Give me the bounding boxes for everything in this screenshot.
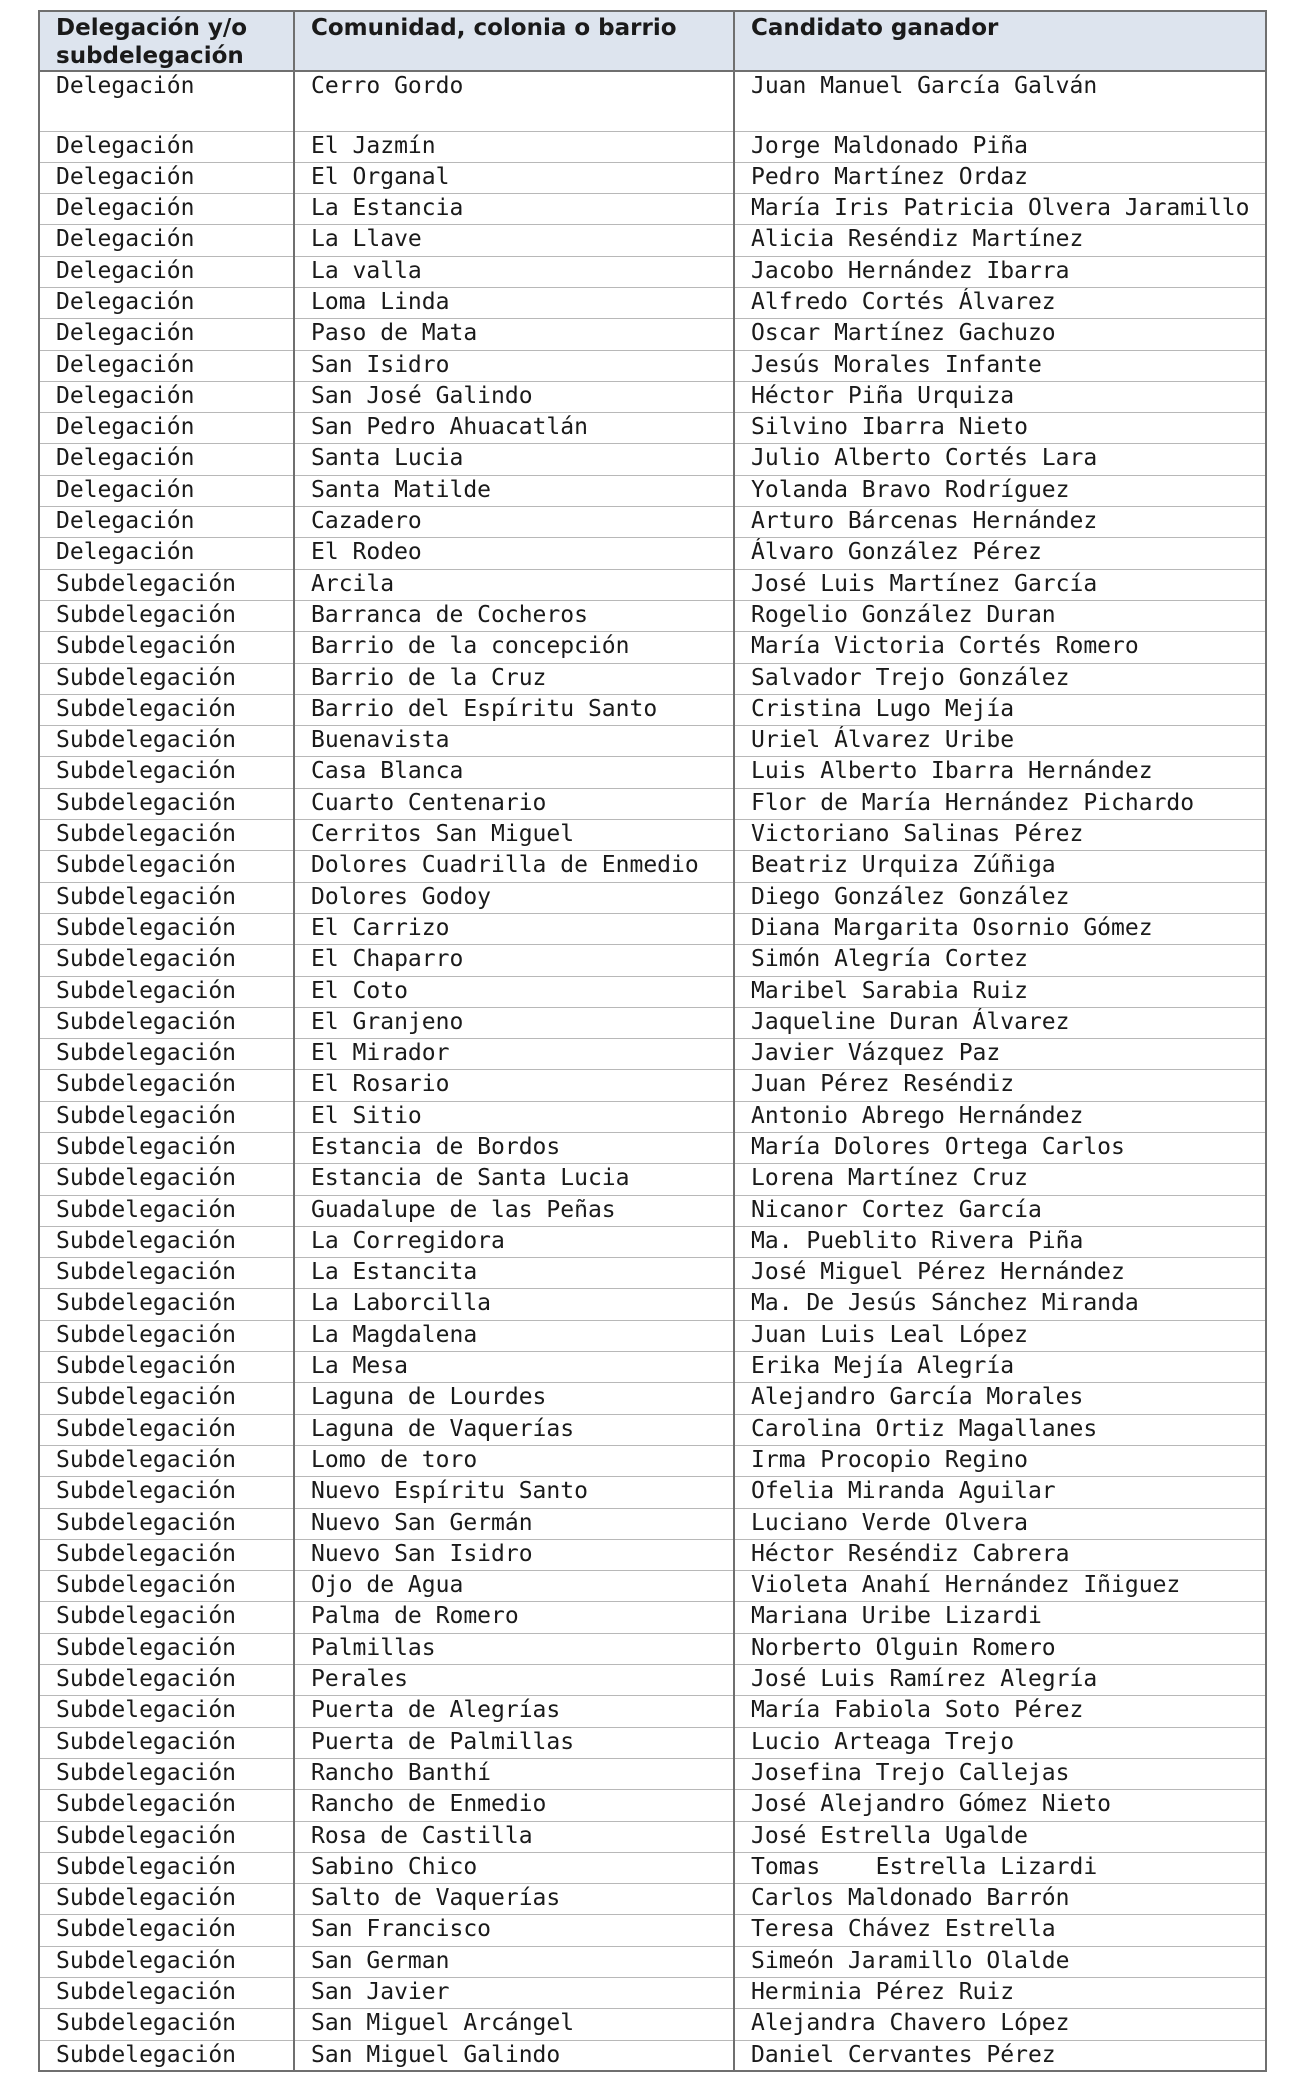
cell-delegacion: Delegación <box>39 381 294 412</box>
cell-comunidad: Rancho Banthí <box>294 1758 734 1789</box>
cell-candidato: María Iris Patricia Olvera Jaramillo <box>734 194 1266 225</box>
table-row <box>39 882 1266 913</box>
cell-delegacion: Subdelegación <box>39 1414 294 1445</box>
cell-candidato: Lucio Arteaga Trejo <box>734 1727 1266 1758</box>
cell-comunidad: El Granjeno <box>294 1007 734 1038</box>
cell-candidato: Mariana Uribe Lizardi <box>734 1602 1266 1633</box>
cell-candidato: Ma. De Jesús Sánchez Miranda <box>734 1289 1266 1320</box>
cell-delegacion: Subdelegación <box>39 1696 294 1727</box>
cell-comunidad: Lomo de toro <box>294 1445 734 1476</box>
cell-comunidad: Loma Linda <box>294 287 734 318</box>
cell-comunidad: El Rodeo <box>294 538 734 569</box>
cell-candidato: Erika Mejía Alegría <box>734 1352 1266 1383</box>
table-row <box>39 381 1266 412</box>
cell-candidato: Irma Procopio Regino <box>734 1445 1266 1476</box>
table-row <box>39 1915 1266 1946</box>
table-row <box>39 1133 1266 1164</box>
cell-candidato: Alicia Reséndiz Martínez <box>734 225 1266 256</box>
cell-candidato: Simeón Jaramillo Olalde <box>734 1946 1266 1977</box>
cell-delegacion: Subdelegación <box>39 1633 294 1664</box>
cell-delegacion: Delegación <box>39 413 294 444</box>
cell-comunidad: Rosa de Castilla <box>294 1821 734 1852</box>
cell-delegacion: Subdelegación <box>39 1884 294 1915</box>
cell-candidato: Arturo Bárcenas Hernández <box>734 507 1266 538</box>
table-row <box>39 1602 1266 1633</box>
cell-candidato: Álvaro González Pérez <box>734 538 1266 569</box>
cell-comunidad: La Magdalena <box>294 1320 734 1351</box>
table-row <box>39 1039 1266 1070</box>
cell-comunidad: San Francisco <box>294 1915 734 1946</box>
cell-candidato: Juan Pérez Reséndiz <box>734 1070 1266 1101</box>
cell-candidato: Cristina Lugo Mejía <box>734 694 1266 725</box>
cell-comunidad: Dolores Cuadrilla de Enmedio <box>294 851 734 882</box>
cell-comunidad: Sabino Chico <box>294 1852 734 1883</box>
cell-candidato: Antonio Abrego Hernández <box>734 1101 1266 1132</box>
cell-comunidad: La Corregidora <box>294 1226 734 1257</box>
cell-candidato: Diego González González <box>734 882 1266 913</box>
cell-delegacion: Subdelegación <box>39 2040 294 2071</box>
table-row <box>39 1727 1266 1758</box>
table-row <box>39 131 1266 162</box>
cell-comunidad: Rancho de Enmedio <box>294 1790 734 1821</box>
cell-comunidad: Paso de Mata <box>294 319 734 350</box>
cell-candidato: Jorge Maldonado Piña <box>734 131 1266 162</box>
table-row <box>39 1007 1266 1038</box>
cell-comunidad: Casa Blanca <box>294 757 734 788</box>
cell-candidato: Luis Alberto Ibarra Hernández <box>734 757 1266 788</box>
table-row <box>39 1978 1266 2009</box>
cell-delegacion: Delegación <box>39 287 294 318</box>
cell-comunidad: La Mesa <box>294 1352 734 1383</box>
cell-delegacion: Subdelegación <box>39 1602 294 1633</box>
cell-delegacion: Subdelegación <box>39 851 294 882</box>
table-row <box>39 475 1266 506</box>
cell-delegacion: Subdelegación <box>39 1007 294 1038</box>
cell-comunidad: Nuevo San Isidro <box>294 1539 734 1570</box>
table-row <box>39 757 1266 788</box>
cell-delegacion: Delegación <box>39 475 294 506</box>
cell-comunidad: Barranca de Cocheros <box>294 600 734 631</box>
cell-delegacion: Subdelegación <box>39 1758 294 1789</box>
table-row <box>39 194 1266 225</box>
cell-delegacion: Subdelegación <box>39 1445 294 1476</box>
cell-comunidad: Palma de Romero <box>294 1602 734 1633</box>
cell-comunidad: Nuevo Espíritu Santo <box>294 1477 734 1508</box>
header-delegacion: Delegación y/o subdelegación <box>39 11 294 71</box>
cell-candidato: Rogelio González Duran <box>734 600 1266 631</box>
cell-comunidad: Laguna de Lourdes <box>294 1383 734 1414</box>
cell-comunidad: Guadalupe de las Peñas <box>294 1195 734 1226</box>
cell-candidato: Héctor Reséndiz Cabrera <box>734 1539 1266 1570</box>
cell-delegacion: Subdelegación <box>39 1195 294 1226</box>
cell-comunidad: Santa Matilde <box>294 475 734 506</box>
table-row <box>39 945 1266 976</box>
table-row <box>39 1101 1266 1132</box>
cell-comunidad: La Estancia <box>294 194 734 225</box>
cell-comunidad: Puerta de Alegrías <box>294 1696 734 1727</box>
cell-delegacion: Subdelegación <box>39 1289 294 1320</box>
cell-candidato: José Luis Martínez García <box>734 569 1266 600</box>
cell-candidato: Alfredo Cortés Álvarez <box>734 287 1266 318</box>
table-row <box>39 1258 1266 1289</box>
cell-candidato: Norberto Olguin Romero <box>734 1633 1266 1664</box>
cell-delegacion: Subdelegación <box>39 600 294 631</box>
cell-comunidad: Salto de Vaquerías <box>294 1884 734 1915</box>
cell-candidato: José Luis Ramírez Alegría <box>734 1665 1266 1696</box>
cell-candidato: Pedro Martínez Ordaz <box>734 162 1266 193</box>
cell-delegacion: Subdelegación <box>39 976 294 1007</box>
cell-comunidad: Estancia de Santa Lucia <box>294 1164 734 1195</box>
table-row <box>39 1226 1266 1257</box>
cell-delegacion: Delegación <box>39 444 294 475</box>
table-row <box>39 256 1266 287</box>
cell-delegacion: Subdelegación <box>39 1508 294 1539</box>
cell-candidato: Alejandra Chavero López <box>734 2009 1266 2040</box>
table-row <box>39 820 1266 851</box>
table-row <box>39 1477 1266 1508</box>
table-row <box>39 2009 1266 2040</box>
table-row <box>39 726 1266 757</box>
table-row <box>39 1790 1266 1821</box>
cell-delegacion: Delegación <box>39 225 294 256</box>
cell-candidato: Jaqueline Duran Álvarez <box>734 1007 1266 1038</box>
cell-delegacion: Subdelegación <box>39 1383 294 1414</box>
cell-candidato: Teresa Chávez Estrella <box>734 1915 1266 1946</box>
cell-candidato: Maribel Sarabia Ruiz <box>734 976 1266 1007</box>
cell-candidato: Carolina Ortiz Magallanes <box>734 1414 1266 1445</box>
cell-comunidad: Dolores Godoy <box>294 882 734 913</box>
table-row <box>39 788 1266 819</box>
cell-delegacion: Subdelegación <box>39 569 294 600</box>
cell-delegacion: Subdelegación <box>39 1226 294 1257</box>
cell-delegacion: Delegación <box>39 162 294 193</box>
cell-comunidad: Cerro Gordo <box>294 71 734 131</box>
table-row <box>39 444 1266 475</box>
cell-delegacion: Subdelegación <box>39 1101 294 1132</box>
cell-candidato: Ofelia Miranda Aguilar <box>734 1477 1266 1508</box>
cell-candidato: Juan Manuel García Galván <box>734 71 1266 131</box>
table-row <box>39 319 1266 350</box>
cell-candidato: Uriel Álvarez Uribe <box>734 726 1266 757</box>
cell-delegacion: Subdelegación <box>39 1727 294 1758</box>
cell-comunidad: El Carrizo <box>294 913 734 944</box>
cell-comunidad: San Pedro Ahuacatlán <box>294 413 734 444</box>
cell-candidato: Flor de María Hernández Pichardo <box>734 788 1266 819</box>
table-row <box>39 976 1266 1007</box>
table-body <box>39 71 1266 2071</box>
table-row <box>39 1696 1266 1727</box>
cell-comunidad: Barrio del Espíritu Santo <box>294 694 734 725</box>
cell-candidato: José Alejandro Gómez Nieto <box>734 1790 1266 1821</box>
table-row <box>39 1445 1266 1476</box>
cell-candidato: Luciano Verde Olvera <box>734 1508 1266 1539</box>
cell-candidato: Josefina Trejo Callejas <box>734 1758 1266 1789</box>
cell-delegacion: Delegación <box>39 507 294 538</box>
cell-comunidad: Perales <box>294 1665 734 1696</box>
table-row <box>39 1414 1266 1445</box>
table-row <box>39 1571 1266 1602</box>
cell-candidato: María Fabiola Soto Pérez <box>734 1696 1266 1727</box>
table-row <box>39 1070 1266 1101</box>
cell-comunidad: Buenavista <box>294 726 734 757</box>
cell-candidato: Juan Luis Leal López <box>734 1320 1266 1351</box>
table-row <box>39 1383 1266 1414</box>
cell-candidato: María Dolores Ortega Carlos <box>734 1133 1266 1164</box>
table-row <box>39 1352 1266 1383</box>
table-row <box>39 1946 1266 1977</box>
cell-candidato: Jesús Morales Infante <box>734 350 1266 381</box>
cell-delegacion: Subdelegación <box>39 1665 294 1696</box>
cell-comunidad: El Mirador <box>294 1039 734 1070</box>
cell-comunidad: Cerritos San Miguel <box>294 820 734 851</box>
cell-candidato: Silvino Ibarra Nieto <box>734 413 1266 444</box>
cell-delegacion: Delegación <box>39 350 294 381</box>
cell-delegacion: Subdelegación <box>39 1133 294 1164</box>
cell-delegacion: Subdelegación <box>39 1258 294 1289</box>
cell-candidato: Nicanor Cortez García <box>734 1195 1266 1226</box>
cell-candidato: Ma. Pueblito Rivera Piña <box>734 1226 1266 1257</box>
table-row <box>39 1884 1266 1915</box>
cell-delegacion: Subdelegación <box>39 788 294 819</box>
cell-delegacion: Subdelegación <box>39 1915 294 1946</box>
cell-delegacion: Subdelegación <box>39 663 294 694</box>
cell-candidato: Salvador Trejo González <box>734 663 1266 694</box>
table-row <box>39 507 1266 538</box>
cell-comunidad: Cuarto Centenario <box>294 788 734 819</box>
cell-comunidad: San German <box>294 1946 734 1977</box>
cell-candidato: Daniel Cervantes Pérez <box>734 2040 1266 2071</box>
table-row <box>39 225 1266 256</box>
table-row <box>39 663 1266 694</box>
cell-delegacion: Subdelegación <box>39 1164 294 1195</box>
table-row <box>39 413 1266 444</box>
table-row <box>39 162 1266 193</box>
table-row <box>39 71 1266 131</box>
cell-comunidad: Palmillas <box>294 1633 734 1664</box>
cell-comunidad: El Coto <box>294 976 734 1007</box>
table-row <box>39 2040 1266 2071</box>
table-row <box>39 1164 1266 1195</box>
cell-candidato: Diana Margarita Osornio Gómez <box>734 913 1266 944</box>
table-row <box>39 569 1266 600</box>
cell-delegacion: Subdelegación <box>39 757 294 788</box>
cell-comunidad: El Rosario <box>294 1070 734 1101</box>
cell-comunidad: El Chaparro <box>294 945 734 976</box>
cell-comunidad: San Isidro <box>294 350 734 381</box>
table-row <box>39 851 1266 882</box>
header-comunidad: Comunidad, colonia o barrio <box>294 11 734 71</box>
header-row <box>39 11 1266 71</box>
cell-delegacion: Delegación <box>39 538 294 569</box>
cell-delegacion: Subdelegación <box>39 2009 294 2040</box>
cell-candidato: Victoriano Salinas Pérez <box>734 820 1266 851</box>
cell-comunidad: San Miguel Arcángel <box>294 2009 734 2040</box>
table-row <box>39 1508 1266 1539</box>
cell-comunidad: La valla <box>294 256 734 287</box>
cell-delegacion: Subdelegación <box>39 1320 294 1351</box>
cell-delegacion: Subdelegación <box>39 1571 294 1602</box>
cell-delegacion: Subdelegación <box>39 913 294 944</box>
cell-comunidad: El Organal <box>294 162 734 193</box>
cell-delegacion: Subdelegación <box>39 820 294 851</box>
cell-comunidad: La Laborcilla <box>294 1289 734 1320</box>
cell-delegacion: Subdelegación <box>39 1539 294 1570</box>
cell-delegacion: Delegación <box>39 71 294 131</box>
cell-comunidad: Estancia de Bordos <box>294 1133 734 1164</box>
cell-delegacion: Subdelegación <box>39 1790 294 1821</box>
cell-delegacion: Delegación <box>39 319 294 350</box>
table-row <box>39 694 1266 725</box>
cell-comunidad: Nuevo San Germán <box>294 1508 734 1539</box>
cell-candidato: Simón Alegría Cortez <box>734 945 1266 976</box>
cell-delegacion: Subdelegación <box>39 882 294 913</box>
cell-delegacion: Subdelegación <box>39 1477 294 1508</box>
cell-comunidad: El Jazmín <box>294 131 734 162</box>
cell-delegacion: Subdelegación <box>39 1946 294 1977</box>
cell-candidato: Beatriz Urquiza Zúñiga <box>734 851 1266 882</box>
cell-delegacion: Delegación <box>39 256 294 287</box>
cell-candidato: José Miguel Pérez Hernández <box>734 1258 1266 1289</box>
cell-delegacion: Subdelegación <box>39 632 294 663</box>
cell-candidato: Yolanda Bravo Rodríguez <box>734 475 1266 506</box>
table-row <box>39 1852 1266 1883</box>
table-row <box>39 1539 1266 1570</box>
cell-delegacion: Subdelegación <box>39 945 294 976</box>
cell-comunidad: Cazadero <box>294 507 734 538</box>
header-candidato: Candidato ganador <box>734 11 1266 71</box>
cell-delegacion: Subdelegación <box>39 1978 294 2009</box>
cell-candidato: Lorena Martínez Cruz <box>734 1164 1266 1195</box>
cell-candidato: Héctor Piña Urquiza <box>734 381 1266 412</box>
cell-delegacion: Delegación <box>39 131 294 162</box>
cell-candidato: Violeta Anahí Hernández Iñiguez <box>734 1571 1266 1602</box>
cell-candidato: José Estrella Ugalde <box>734 1821 1266 1852</box>
table-row <box>39 1289 1266 1320</box>
cell-comunidad: El Sitio <box>294 1101 734 1132</box>
table-row <box>39 1320 1266 1351</box>
cell-delegacion: Subdelegación <box>39 726 294 757</box>
cell-comunidad: Ojo de Agua <box>294 1571 734 1602</box>
cell-comunidad: Laguna de Vaquerías <box>294 1414 734 1445</box>
cell-comunidad: San Javier <box>294 1978 734 2009</box>
cell-comunidad: San José Galindo <box>294 381 734 412</box>
cell-candidato: Julio Alberto Cortés Lara <box>734 444 1266 475</box>
cell-delegacion: Subdelegación <box>39 1070 294 1101</box>
cell-delegacion: Subdelegación <box>39 1821 294 1852</box>
cell-comunidad: La Llave <box>294 225 734 256</box>
cell-candidato: Javier Vázquez Paz <box>734 1039 1266 1070</box>
cell-delegacion: Subdelegación <box>39 1352 294 1383</box>
cell-comunidad: Santa Lucia <box>294 444 734 475</box>
table-row <box>39 538 1266 569</box>
cell-delegacion: Subdelegación <box>39 1852 294 1883</box>
table-row <box>39 600 1266 631</box>
cell-comunidad: Puerta de Palmillas <box>294 1727 734 1758</box>
cell-comunidad: San Miguel Galindo <box>294 2040 734 2071</box>
table-row <box>39 350 1266 381</box>
cell-candidato: María Victoria Cortés Romero <box>734 632 1266 663</box>
table-row <box>39 1665 1266 1696</box>
election-results-table <box>38 10 1267 2072</box>
table-row <box>39 287 1266 318</box>
cell-candidato: Herminia Pérez Ruiz <box>734 1978 1266 2009</box>
cell-candidato: Alejandro García Morales <box>734 1383 1266 1414</box>
table-row <box>39 1633 1266 1664</box>
cell-delegacion: Delegación <box>39 194 294 225</box>
table-row <box>39 632 1266 663</box>
table-row <box>39 1821 1266 1852</box>
cell-delegacion: Subdelegación <box>39 694 294 725</box>
cell-comunidad: Barrio de la Cruz <box>294 663 734 694</box>
cell-candidato: Jacobo Hernández Ibarra <box>734 256 1266 287</box>
table-row <box>39 913 1266 944</box>
cell-delegacion: Subdelegación <box>39 1039 294 1070</box>
table-row <box>39 1758 1266 1789</box>
cell-candidato: Oscar Martínez Gachuzo <box>734 319 1266 350</box>
cell-comunidad: Arcila <box>294 569 734 600</box>
table-row <box>39 1195 1266 1226</box>
cell-candidato: Tomas Estrella Lizardi <box>734 1852 1266 1883</box>
cell-candidato: Carlos Maldonado Barrón <box>734 1884 1266 1915</box>
cell-comunidad: Barrio de la concepción <box>294 632 734 663</box>
cell-comunidad: La Estancita <box>294 1258 734 1289</box>
